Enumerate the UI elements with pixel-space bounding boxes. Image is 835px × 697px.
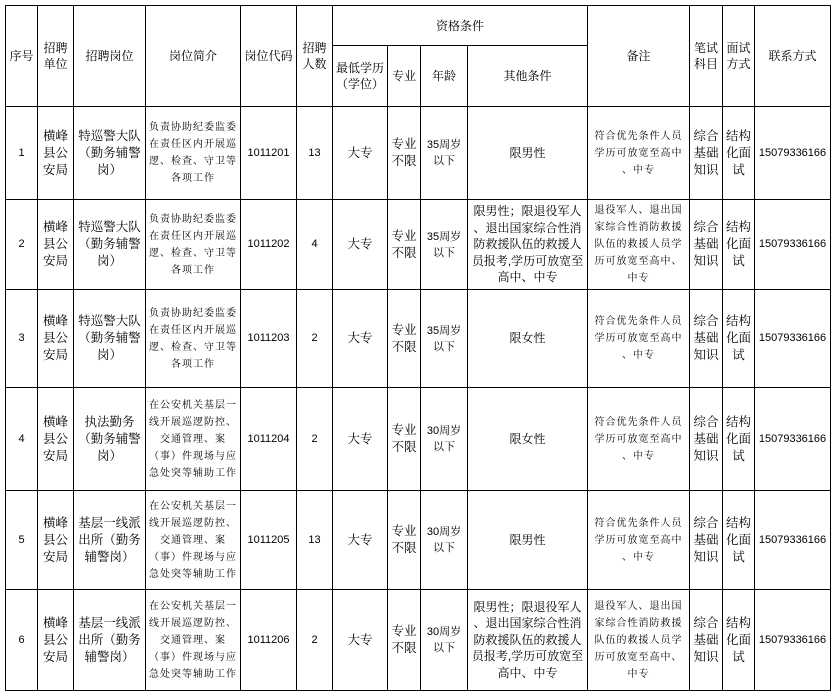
cell-post: 基层一线派出所（勤务辅警岗）	[74, 491, 146, 590]
cell-interview: 结构化面试	[723, 107, 755, 200]
header-seq: 序号	[6, 6, 38, 107]
table-row	[6, 590, 831, 691]
cell-seq: 3	[6, 290, 38, 388]
table-row	[6, 200, 831, 290]
cell-age: 30周岁以下	[421, 388, 468, 491]
cell-post: 执法勤务（勤务辅警岗）	[74, 388, 146, 491]
cell-remark: 符合优先条件人员学历可放宽至高中、中专	[588, 107, 690, 200]
cell-major: 专业不限	[388, 388, 421, 491]
header-code: 岗位代码	[241, 6, 297, 107]
cell-remark: 符合优先条件人员学历可放宽至高中、中专	[588, 388, 690, 491]
cell-seq: 2	[6, 200, 38, 290]
cell-post: 基层一线派出所（勤务辅警岗）	[74, 590, 146, 691]
recruitment-table	[5, 5, 831, 691]
cell-major: 专业不限	[388, 290, 421, 388]
cell-education: 大专	[333, 590, 388, 691]
cell-code: 1011205	[241, 491, 297, 590]
cell-interview: 结构化面试	[723, 388, 755, 491]
cell-post: 特巡警大队（勤务辅警岗）	[74, 107, 146, 200]
table-row	[6, 290, 831, 388]
cell-education: 大专	[333, 290, 388, 388]
header-contact: 联系方式	[755, 6, 831, 107]
cell-unit: 横峰县公安局	[38, 491, 74, 590]
cell-intro: 在公安机关基层一线开展巡逻防控、交通管理、案（事）件现场与应急处突等辅助工作	[146, 388, 241, 491]
cell-intro: 在公安机关基层一线开展巡逻防控、交通管理、案（事）件现场与应急处突等辅助工作	[146, 590, 241, 691]
cell-major: 专业不限	[388, 200, 421, 290]
cell-unit: 横峰县公安局	[38, 290, 74, 388]
cell-major: 专业不限	[388, 590, 421, 691]
cell-age: 35周岁以下	[421, 107, 468, 200]
cell-written: 综合基础知识	[690, 491, 723, 590]
cell-major: 专业不限	[388, 491, 421, 590]
cell-written: 综合基础知识	[690, 200, 723, 290]
cell-education: 大专	[333, 491, 388, 590]
cell-contact: 15079336166	[755, 290, 831, 388]
cell-other: 限男性	[468, 491, 588, 590]
header-written: 笔试科目	[690, 6, 723, 107]
header-unit: 招聘单位	[38, 6, 74, 107]
cell-code: 1011201	[241, 107, 297, 200]
header-age: 年龄	[421, 46, 468, 107]
cell-seq: 5	[6, 491, 38, 590]
cell-code: 1011206	[241, 590, 297, 691]
cell-other: 限男性；限退役军人、退出国家综合性消防救援队伍的救援人员报考,学历可放宽至高中、中专	[468, 200, 588, 290]
cell-seq: 1	[6, 107, 38, 200]
header-remark: 备注	[588, 6, 690, 107]
table-row	[6, 107, 831, 200]
table-row	[6, 388, 831, 491]
cell-intro: 负责协助纪委监委在责任区内开展巡逻、检查、守卫等各项工作	[146, 290, 241, 388]
cell-unit: 横峰县公安局	[38, 107, 74, 200]
cell-education: 大专	[333, 200, 388, 290]
cell-code: 1011202	[241, 200, 297, 290]
cell-age: 35周岁以下	[421, 290, 468, 388]
header-row-main	[6, 6, 831, 46]
cell-count: 13	[297, 491, 333, 590]
cell-count: 13	[297, 107, 333, 200]
cell-contact: 15079336166	[755, 388, 831, 491]
cell-written: 综合基础知识	[690, 388, 723, 491]
cell-interview: 结构化面试	[723, 200, 755, 290]
header-count: 招聘人数	[297, 6, 333, 107]
cell-age: 30周岁以下	[421, 491, 468, 590]
cell-education: 大专	[333, 388, 388, 491]
cell-contact: 15079336166	[755, 200, 831, 290]
cell-written: 综合基础知识	[690, 590, 723, 691]
cell-major: 专业不限	[388, 107, 421, 200]
cell-remark: 退役军人、退出国家综合性消防救援队伍的救援人员学历可放宽至高中、中专	[588, 200, 690, 290]
cell-seq: 6	[6, 590, 38, 691]
header-other: 其他条件	[468, 46, 588, 107]
cell-code: 1011204	[241, 388, 297, 491]
header-interview: 面试方式	[723, 6, 755, 107]
table-body	[6, 107, 831, 691]
cell-other: 限男性；限退役军人、退出国家综合性消防救援队伍的救援人员报考,学历可放宽至高中、中专	[468, 590, 588, 691]
cell-count: 2	[297, 590, 333, 691]
cell-intro: 负责协助纪委监委在责任区内开展巡逻、检查、守卫等各项工作	[146, 107, 241, 200]
table-row	[6, 491, 831, 590]
cell-interview: 结构化面试	[723, 491, 755, 590]
cell-unit: 横峰县公安局	[38, 200, 74, 290]
cell-count: 2	[297, 388, 333, 491]
cell-contact: 15079336166	[755, 590, 831, 691]
cell-other: 限男性	[468, 107, 588, 200]
cell-age: 30周岁以下	[421, 590, 468, 691]
cell-contact: 15079336166	[755, 491, 831, 590]
cell-remark: 符合优先条件人员学历可放宽至高中、中专	[588, 290, 690, 388]
cell-unit: 横峰县公安局	[38, 590, 74, 691]
cell-intro: 负责协助纪委监委在责任区内开展巡逻、检查、守卫等各项工作	[146, 200, 241, 290]
header-education: 最低学历（学位）	[333, 46, 388, 107]
cell-count: 2	[297, 290, 333, 388]
cell-education: 大专	[333, 107, 388, 200]
cell-other: 限女性	[468, 388, 588, 491]
cell-code: 1011203	[241, 290, 297, 388]
cell-count: 4	[297, 200, 333, 290]
cell-interview: 结构化面试	[723, 290, 755, 388]
cell-interview: 结构化面试	[723, 590, 755, 691]
header-major: 专业	[388, 46, 421, 107]
cell-other: 限女性	[468, 290, 588, 388]
cell-contact: 15079336166	[755, 107, 831, 200]
cell-age: 35周岁以下	[421, 200, 468, 290]
header-intro: 岗位简介	[146, 6, 241, 107]
header-qualification: 资格条件	[333, 6, 588, 46]
cell-intro: 在公安机关基层一线开展巡逻防控、交通管理、案（事）件现场与应急处突等辅助工作	[146, 491, 241, 590]
cell-remark: 退役军人、退出国家综合性消防救援队伍的救援人员学历可放宽至高中、中专	[588, 590, 690, 691]
cell-unit: 横峰县公安局	[38, 388, 74, 491]
table-header	[6, 6, 831, 107]
cell-post: 特巡警大队（勤务辅警岗）	[74, 290, 146, 388]
cell-post: 特巡警大队（勤务辅警岗）	[74, 200, 146, 290]
cell-written: 综合基础知识	[690, 290, 723, 388]
header-post: 招聘岗位	[74, 6, 146, 107]
cell-seq: 4	[6, 388, 38, 491]
cell-remark: 符合优先条件人员学历可放宽至高中、中专	[588, 491, 690, 590]
cell-written: 综合基础知识	[690, 107, 723, 200]
